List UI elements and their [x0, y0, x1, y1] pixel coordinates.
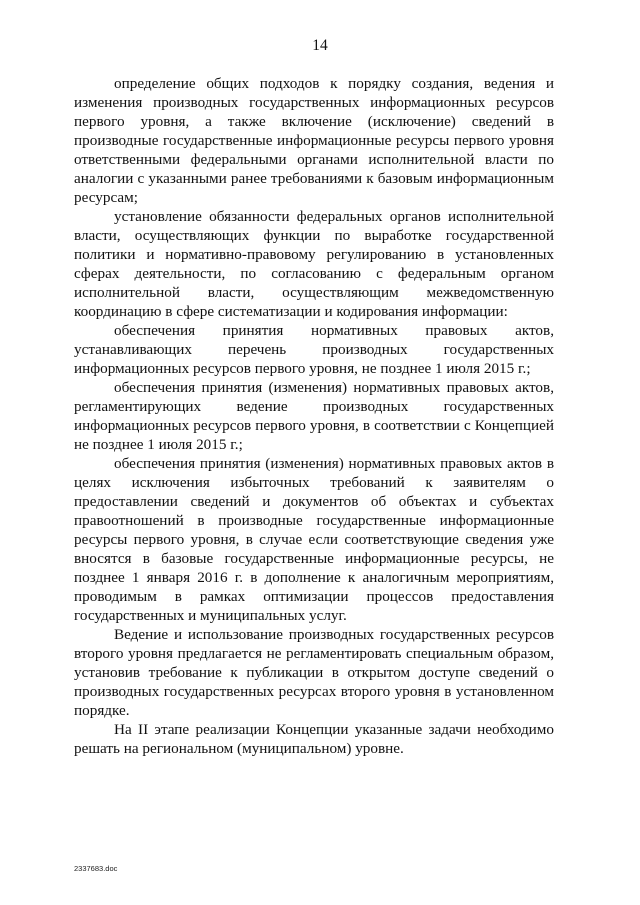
document-footer-filename: 2337683.doc	[74, 864, 118, 873]
paragraph: определение общих подходов к порядку создания, ведения и изменения производных государственных информационных ресурсов первого уровня, а также включение (исключение) сведений в производные государственные информационные ресурсы первого уровня ответственными федеральными органами исполнительной власти по аналогии с указанными ранее требованиями к базовым информационным ресурсам;	[74, 75, 554, 206]
paragraph: обеспечения принятия (изменения) нормативных правовых актов в целях исключения избыточных требований к заявителям о предоставлении сведений и документов об объектах и субъектах правоотношений в производные государственные информационные ресурсы первого уровня, в случае если соответствующие сведения уже вносятся в базовые государственные информационные ресурсы, не позднее 1 января 2016 г. в дополнение к аналогичным мероприятиям, проводимым в рамках оптимизации процессов предоставления государственных и муниципальных услуг.	[74, 455, 554, 624]
paragraph: установление обязанности федеральных органов исполнительной власти, осуществляющих функции по выработке государственной политики и нормативно-правовому регулированию в установленных сферах деятельности, по согласованию с федеральным органом исполнительной власти, осуществляющим межведомственную координацию в сфере систематизации и кодирования информации:	[74, 208, 554, 320]
page-number: 14	[312, 37, 328, 54]
paragraph: обеспечения принятия (изменения) нормативных правовых актов, регламентирующих ведение производных государственных информационных ресурсов первого уровня, в соответствии с Концепцией не позднее 1 июля 2015 г.;	[74, 379, 554, 453]
document-body	[74, 74, 554, 758]
paragraph: На II этапе реализации Концепции указанные задачи необходимо решать на региональном (муниципальном) уровне.	[74, 721, 554, 757]
paragraph: Ведение и использование производных государственных ресурсов второго уровня предлагается не регламентировать специальным образом, установив требование к публикации в открытом доступе сведений о производных государственных ресурсах второго уровня в установленном порядке.	[74, 626, 554, 719]
paragraph: обеспечения принятия нормативных правовых актов, устанавливающих перечень производных государственных информационных ресурсов первого уровня, не позднее 1 июля 2015 г.;	[74, 322, 554, 377]
